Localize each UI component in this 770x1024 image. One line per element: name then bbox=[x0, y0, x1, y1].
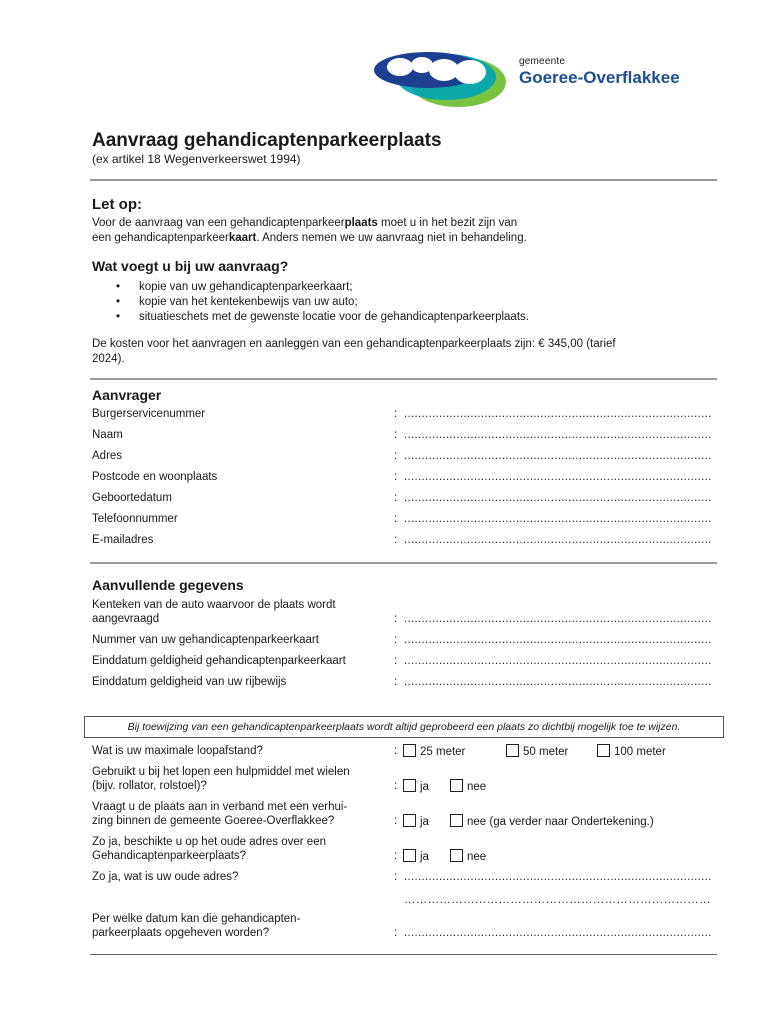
list-item: • kopie van uw gehandicaptenparkeerkaart; bbox=[116, 281, 353, 293]
field-colon: : bbox=[394, 871, 398, 883]
option-label: ja bbox=[420, 816, 429, 828]
option-label: nee (ga verder naar Ondertekening.) bbox=[467, 816, 654, 828]
question-label-line: Zo ja, beschikte u op het oude adres over een bbox=[92, 836, 326, 848]
question-label-line: zing binnen de gemeente Goeree-Overflakkee? bbox=[92, 815, 335, 827]
field-colon: : bbox=[394, 513, 398, 525]
field-colon: : bbox=[394, 613, 398, 625]
field-colon: : bbox=[394, 927, 398, 939]
field-opheffen bbox=[92, 912, 717, 942]
list-item-text: kopie van uw gehandicaptenparkeerkaart; bbox=[139, 281, 353, 293]
checkbox[interactable] bbox=[403, 779, 416, 792]
field-colon: : bbox=[394, 815, 398, 827]
list-item: • kopie van het kentekenbewijs van uw auto; bbox=[116, 296, 358, 308]
field-label-line: parkeerplaats opgeheven worden? bbox=[92, 927, 270, 939]
question-verhuizing bbox=[92, 800, 717, 830]
letop-text-2a: een gehandicaptenparkeer bbox=[92, 232, 229, 244]
field-input[interactable]: …………………………………………………………………… bbox=[404, 894, 711, 906]
field-label bbox=[92, 912, 392, 940]
field-label-line: aangevraagd bbox=[92, 613, 160, 625]
option-label: nee bbox=[467, 781, 487, 793]
field-input[interactable]: ........................................................................................ bbox=[404, 408, 712, 420]
checkbox[interactable] bbox=[450, 779, 463, 792]
field-colon: : bbox=[394, 471, 398, 483]
letop-text-2-bold: kaart bbox=[228, 232, 257, 244]
field-kenteken bbox=[92, 598, 717, 628]
aanvrager-heading: Aanvrager bbox=[92, 387, 162, 403]
checkbox[interactable] bbox=[403, 744, 416, 757]
field-label: Telefoonnummer bbox=[92, 513, 178, 525]
letop-heading: Let op: bbox=[92, 196, 142, 213]
question-label bbox=[92, 835, 392, 863]
field-input[interactable]: ........................................................................................ bbox=[404, 871, 712, 883]
field-input[interactable]: ........................................................................................ bbox=[404, 429, 712, 441]
option-nee[interactable] bbox=[450, 779, 486, 794]
checkbox[interactable] bbox=[450, 849, 463, 862]
letop-text-2b: . Anders nemen we uw aanvraag niet in behandeling. bbox=[256, 232, 527, 244]
option-ja[interactable] bbox=[403, 779, 429, 794]
field-colon: : bbox=[394, 450, 398, 462]
option-label: ja bbox=[420, 781, 429, 793]
divider bbox=[90, 562, 717, 564]
question-label-line: Vraagt u de plaats aan in verband met een verhui- bbox=[92, 801, 348, 813]
field-input[interactable]: ........................................................................................ bbox=[404, 492, 712, 504]
field-input[interactable]: ........................................................................................ bbox=[404, 634, 712, 646]
option-100-meter[interactable] bbox=[597, 744, 666, 759]
letop-text-1a: Voor de aanvraag van een gehandicaptenparkeer bbox=[92, 217, 345, 229]
question-oude-parkeerplaats bbox=[92, 835, 717, 865]
field-colon: : bbox=[394, 492, 398, 504]
question-label bbox=[92, 800, 392, 828]
field-input[interactable]: ........................................................................................ bbox=[404, 471, 712, 483]
checkbox[interactable] bbox=[450, 814, 463, 827]
field-label: Adres bbox=[92, 450, 123, 462]
option-label: 100 meter bbox=[614, 746, 666, 758]
option-label: nee bbox=[467, 851, 487, 863]
letop-text bbox=[92, 216, 712, 246]
letop-text-1b: moet u in het bezit zijn van bbox=[377, 217, 518, 229]
bijvoegen-heading: Wat voegt u bij uw aanvraag? bbox=[92, 258, 289, 274]
field-label: E-mailadres bbox=[92, 534, 154, 546]
field-label: Zo ja, wat is uw oude adres? bbox=[92, 871, 239, 883]
question-label-line: Gehandicaptenparkeerplaats? bbox=[92, 850, 247, 862]
question-hulpmiddel bbox=[92, 765, 717, 795]
field-label: Postcode en woonplaats bbox=[92, 471, 218, 483]
field-label: Geboortedatum bbox=[92, 492, 172, 504]
option-50-meter[interactable] bbox=[506, 744, 568, 759]
field-colon: : bbox=[394, 429, 398, 441]
brand-text bbox=[519, 56, 680, 88]
question-label-line: (bijv. rollator, rolstoel)? bbox=[92, 780, 207, 792]
toewijzing-note: Bij toewijzing van een gehandicaptenparkeerplaats wordt altijd geprobeerd een plaats zo dichtbij mogelijk toe te wijzen. bbox=[84, 716, 724, 738]
checkbox[interactable] bbox=[403, 814, 416, 827]
aanvullend-heading: Aanvullende gegevens bbox=[92, 577, 244, 593]
list-item: • situatieschets met de gewenste locatie voor de gehandicaptenparkeerplaats. bbox=[116, 311, 529, 323]
field-colon: : bbox=[394, 850, 398, 862]
option-ja[interactable] bbox=[403, 814, 429, 829]
field-colon: : bbox=[394, 534, 398, 546]
kosten-line-2: 2024). bbox=[92, 353, 125, 365]
option-25-meter[interactable] bbox=[403, 744, 465, 759]
option-label: ja bbox=[420, 851, 429, 863]
checkbox[interactable] bbox=[597, 744, 610, 757]
list-item-text: kopie van het kentekenbewijs van uw auto; bbox=[139, 296, 358, 308]
field-label bbox=[92, 598, 392, 626]
field-input[interactable]: ........................................................................................ bbox=[404, 676, 712, 688]
divider bbox=[90, 179, 717, 181]
field-label: Nummer van uw gehandicaptenparkeerkaart bbox=[92, 634, 319, 646]
goeree-overflakkee-logo bbox=[372, 44, 512, 110]
checkbox[interactable] bbox=[403, 849, 416, 862]
field-label: Naam bbox=[92, 429, 123, 441]
option-nee[interactable] bbox=[450, 849, 486, 864]
field-label-line: Per welke datum kan die gehandicapten- bbox=[92, 913, 301, 925]
list-item-text: situatieschets met de gewenste locatie voor de gehandicaptenparkeerplaats. bbox=[139, 311, 529, 323]
option-ja[interactable] bbox=[403, 849, 429, 864]
option-label: 25 meter bbox=[420, 746, 466, 758]
field-colon: : bbox=[394, 655, 398, 667]
field-colon: : bbox=[394, 780, 398, 792]
field-input[interactable]: ........................................................................................ bbox=[404, 534, 712, 546]
divider bbox=[90, 954, 717, 955]
divider bbox=[90, 378, 717, 380]
field-colon: : bbox=[394, 745, 398, 757]
field-input[interactable]: ........................................................................................ bbox=[404, 927, 712, 939]
option-nee[interactable] bbox=[450, 814, 654, 829]
question-label-line: Gebruikt u bij het lopen een hulpmiddel met wielen bbox=[92, 766, 350, 778]
question-label: Wat is uw maximale loopafstand? bbox=[92, 745, 263, 757]
field-label: Burgerservicenummer bbox=[92, 408, 206, 420]
page-title: Aanvraag gehandicaptenparkeerplaats bbox=[92, 130, 442, 151]
field-colon: : bbox=[394, 408, 398, 420]
field-input[interactable]: ........................................................................................ bbox=[404, 513, 712, 525]
field-label-line: Kenteken van de auto waarvoor de plaats wordt bbox=[92, 599, 336, 611]
checkbox[interactable] bbox=[506, 744, 519, 757]
field-label: Einddatum geldigheid gehandicaptenparkeerkaart bbox=[92, 655, 346, 667]
kosten-line-1: De kosten voor het aanvragen en aanleggen van een gehandicaptenparkeerplaats zijn: € 345,00 (tarief bbox=[92, 338, 616, 350]
field-colon: : bbox=[394, 676, 398, 688]
field-input[interactable]: ........................................................................................ bbox=[404, 613, 712, 625]
brand-small: gemeente bbox=[519, 56, 566, 67]
question-label bbox=[92, 765, 392, 793]
bijvoegen-list bbox=[92, 280, 529, 325]
field-colon: : bbox=[394, 634, 398, 646]
kosten-text bbox=[92, 337, 712, 367]
letop-text-1-bold: plaats bbox=[344, 217, 378, 229]
field-input[interactable]: ........................................................................................ bbox=[404, 450, 712, 462]
field-input[interactable]: ........................................................................................ bbox=[404, 655, 712, 667]
field-label: Einddatum geldigheid van uw rijbewijs bbox=[92, 676, 287, 688]
brand-name: Goeree-Overflakkee bbox=[519, 68, 680, 87]
option-label: 50 meter bbox=[523, 746, 569, 758]
page-subtitle: (ex artikel 18 Wegenverkeerswet 1994) bbox=[92, 152, 301, 166]
